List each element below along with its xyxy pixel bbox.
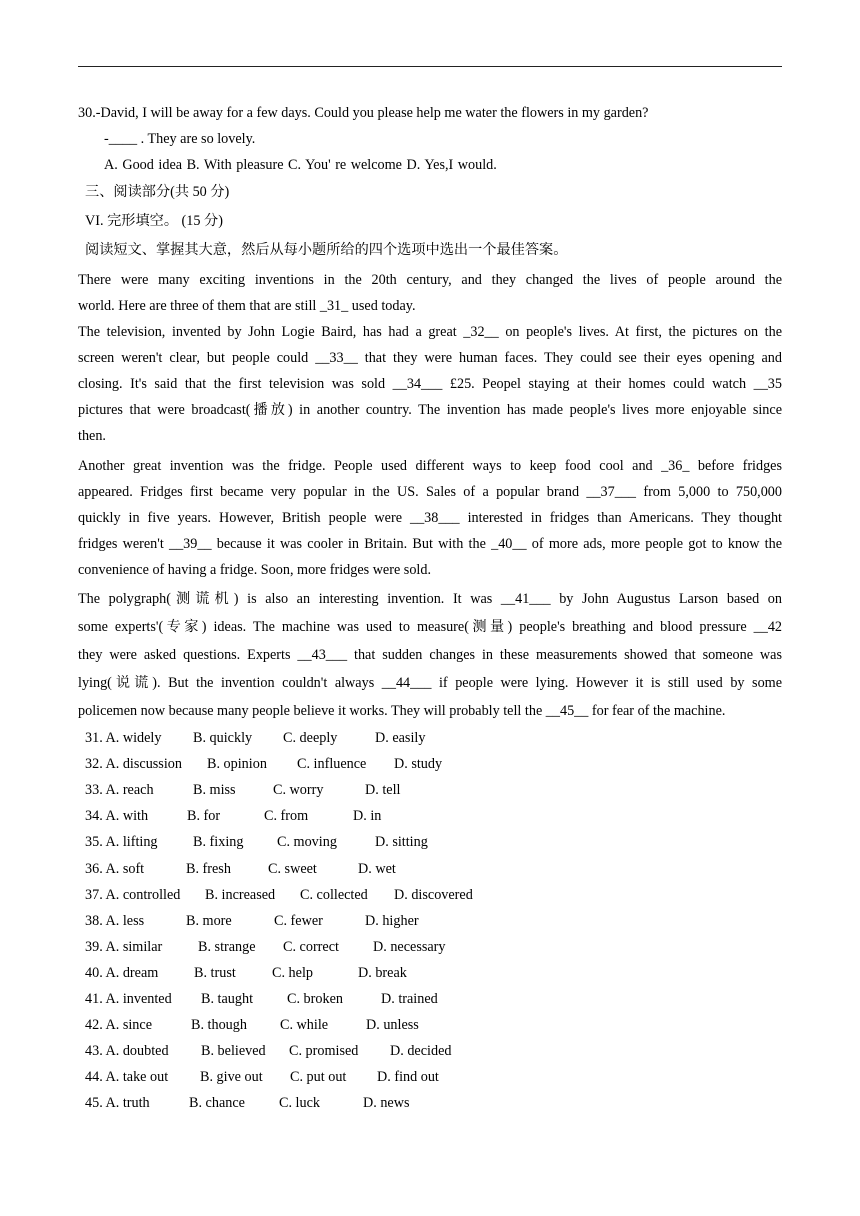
- passage-line: quickly in five years. However, British people were __38___ interested in fridges than Americans. They thought: [78, 510, 782, 526]
- passage-line: lying(说谎). But the invention couldn't always __44___ if people were lying. However it is still used by some: [78, 675, 782, 691]
- option-choice: B. taught: [201, 991, 254, 1007]
- option-choice: C. moving: [277, 834, 337, 851]
- option-choice: B. chance: [189, 1095, 245, 1112]
- question-30: 30.-David, I will be away for a few days. Could you please help me water the flowers in my garden?: [78, 105, 649, 121]
- option-row: [85, 964, 407, 982]
- option-choice: 36. A. soft: [85, 860, 145, 877]
- option-choice: 37. A. controlled: [85, 886, 181, 903]
- passage-line: then.: [78, 428, 106, 444]
- option-row: [85, 833, 428, 851]
- option-choice: D. decided: [390, 1043, 452, 1060]
- passage-line: convenience of having a fridge. Soon, more fridges were sold.: [78, 562, 431, 578]
- option-choice: 42. A. since: [85, 1017, 152, 1034]
- option-choice: C. promised: [289, 1043, 359, 1060]
- passage-line: they were asked questions. Experts __43___ that sudden changes in these measurements showed that someone was: [78, 647, 782, 663]
- passage-line: The polygraph(测谎机) is also an interesting invention. It was __41___ by John Augustus Larson based on: [78, 591, 782, 607]
- option-choice: B. more: [186, 912, 232, 929]
- option-choice: B. for: [187, 808, 221, 825]
- option-row: [85, 1094, 410, 1112]
- option-choice: C. deeply: [283, 730, 338, 746]
- option-choice: D. necessary: [373, 938, 446, 955]
- option-choice: 41. A. invented: [85, 991, 172, 1007]
- option-row: [85, 1016, 419, 1034]
- option-choice: D. trained: [381, 991, 438, 1007]
- option-row: [85, 938, 445, 956]
- option-choice: B. increased: [205, 886, 276, 903]
- option-choice: C. help: [272, 964, 313, 981]
- passage-line: Another great invention was the fridge. People used different ways to keep food cool and _36_ before fridges: [78, 458, 782, 474]
- passage-line: closing. It's said that the first television was sold __34___ £25. Peopel staying at their homes could watch __35: [78, 376, 782, 392]
- option-choice: D. news: [363, 1095, 410, 1112]
- option-choice: 43. A. doubted: [85, 1043, 169, 1060]
- option-choice: B. fixing: [193, 834, 244, 851]
- passage-line: screen weren't clear, but people could __33__ that they were human faces. They could see their eyes opening and: [78, 350, 782, 366]
- option-choice: 32. A. discussion: [85, 756, 182, 773]
- passage-line: pictures that were broadcast(播放) in another country. The invention has made people's lives more enjoyable since: [78, 402, 782, 418]
- option-choice: C. influence: [297, 756, 367, 773]
- option-row: [85, 781, 400, 799]
- passage-line: some experts'(专家) ideas. The machine was used to measure(测量) people's breathing and blood pressure __42: [78, 619, 782, 635]
- passage-paragraph-4: [78, 585, 782, 725]
- option-choice: B. opinion: [207, 756, 267, 773]
- option-choice: 35. A. lifting: [85, 834, 158, 851]
- option-choice: B. give out: [200, 1069, 263, 1086]
- passage-paragraph-1: [78, 267, 782, 319]
- option-choice: B. miss: [193, 782, 236, 799]
- option-row: [85, 1042, 451, 1060]
- option-choice: C. from: [264, 808, 309, 825]
- option-choice: D. unless: [366, 1017, 419, 1034]
- passage-line: policemen now because many people believe it works. They will probably tell the __45__ for fear of the machine.: [78, 703, 726, 719]
- option-choice: D. wet: [358, 860, 396, 877]
- option-choice: C. correct: [283, 938, 339, 955]
- option-choice: D. in: [353, 808, 382, 825]
- option-choice: B. believed: [201, 1043, 266, 1060]
- question-30-options: A. Good idea B. With pleasure C. You' re welcome D. Yes,I would.: [104, 157, 497, 173]
- option-choice: D. discovered: [394, 886, 473, 903]
- option-choice: 45. A. truth: [85, 1095, 150, 1112]
- option-choice: 39. A. similar: [85, 938, 163, 955]
- option-row: [85, 755, 442, 773]
- option-choice: D. tell: [365, 782, 401, 799]
- option-choice: B. strange: [198, 938, 256, 955]
- option-choice: D. easily: [375, 730, 426, 746]
- option-row: [85, 886, 473, 904]
- option-choice: C. put out: [290, 1069, 347, 1086]
- option-choice: C. broken: [287, 991, 343, 1007]
- option-choice: D. break: [358, 964, 407, 981]
- option-choice: C. fewer: [274, 912, 323, 929]
- option-choice: C. collected: [300, 886, 368, 903]
- option-choice: B. fresh: [186, 860, 231, 877]
- passage-line: appeared. Fridges first became very popular in the US. Sales of a popular brand __37___ from 5,000 to 750,000: [78, 484, 782, 500]
- option-choice: B. though: [191, 1017, 247, 1034]
- passage-paragraph-3: [78, 453, 782, 583]
- passage-line: world. Here are three of them that are still _31_ used today.: [78, 298, 416, 314]
- header-rule: [78, 66, 782, 67]
- option-choice: D. study: [394, 756, 443, 773]
- option-choice: C. while: [280, 1017, 329, 1034]
- option-row: [85, 807, 381, 825]
- option-choice: 33. A. reach: [85, 782, 154, 799]
- option-row: [85, 860, 396, 878]
- question-30-reply: -____ . They are so lovely.: [104, 131, 256, 147]
- option-choice: D. find out: [377, 1069, 439, 1086]
- passage-line: There were many exciting inventions in the 20th century, and they changed the lives of people around the: [78, 272, 782, 288]
- passage-line: fridges weren't __39__ because it was cooler in Britain. But with the _40__ of more ads, more people got to know the: [78, 536, 782, 552]
- part-title: VI. 完形填空。 (15 分): [85, 213, 223, 229]
- option-row: [85, 1068, 439, 1086]
- option-row: [85, 729, 425, 747]
- option-choice: C. sweet: [268, 860, 317, 877]
- option-choice: 44. A. take out: [85, 1069, 169, 1086]
- option-choice: D. higher: [365, 912, 419, 929]
- option-choice: C. worry: [273, 782, 324, 799]
- option-choice: 34. A. with: [85, 808, 149, 825]
- option-row: [85, 912, 419, 930]
- option-choice: B. quickly: [193, 730, 253, 746]
- passage-line: The television, invented by John Logie Baird, has had a great _32__ on people's lives. At first, the pictures on the: [78, 324, 782, 340]
- passage-paragraph-2: [78, 319, 782, 449]
- option-choice: 38. A. less: [85, 912, 145, 929]
- option-row: [85, 990, 438, 1008]
- option-choice: D. sitting: [375, 834, 428, 851]
- option-choice: 40. A. dream: [85, 964, 159, 981]
- option-choice: B. trust: [194, 964, 236, 981]
- option-choice: C. luck: [279, 1095, 320, 1112]
- option-choice: 31. A. widely: [85, 730, 162, 746]
- instruction: 阅读短文、掌握其大意，然后从每小题所给的四个选项中选出一个最佳答案。: [85, 242, 568, 258]
- section-title: 三、阅读部分(共 50 分): [85, 184, 230, 200]
